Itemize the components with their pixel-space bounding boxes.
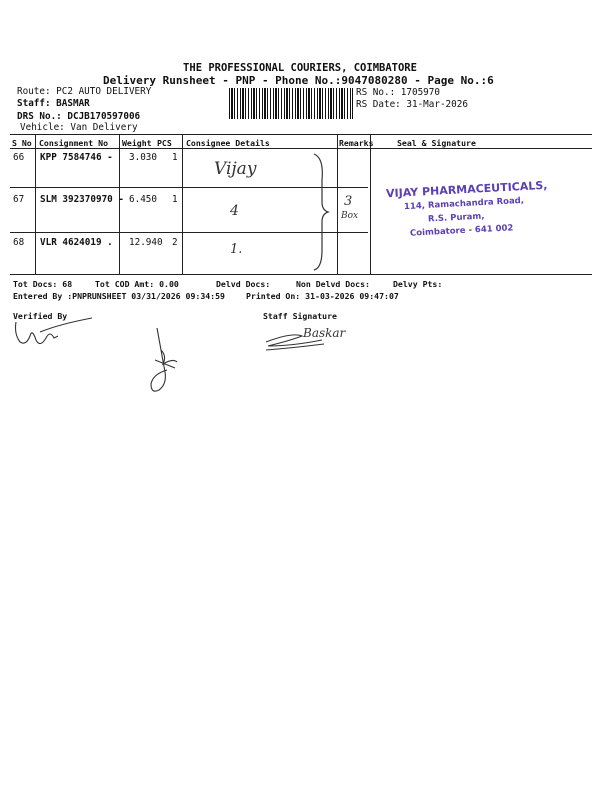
verified-by-label: Verified By	[13, 311, 68, 321]
company-title: THE PROFESSIONAL COURIERS, COIMBATORE	[183, 62, 417, 74]
row-consignment: VLR 4624019 .	[40, 237, 113, 248]
column-divider	[182, 134, 183, 274]
initials-signature	[145, 324, 190, 400]
row-pcs: 2	[172, 237, 178, 248]
total-docs: Tot Docs: 68	[13, 279, 73, 289]
header-consignment: Consignment No	[39, 138, 109, 148]
table-header-border	[10, 148, 592, 149]
row-consignment: KPP 7584746 -	[40, 152, 113, 163]
header-remarks: Remarks	[339, 138, 374, 148]
stamp-line: Coimbatore - 641 002	[409, 223, 514, 239]
header-pcs: PCS	[157, 138, 172, 148]
row-consignee-handwriting: Vijay	[214, 159, 257, 179]
row-pcs: 1	[172, 152, 178, 163]
header-weight: Weight	[122, 138, 152, 148]
staff-signature-label: Staff Signature	[263, 311, 337, 321]
row-weight: 3.030	[129, 152, 157, 163]
row-sno: 68	[13, 237, 25, 248]
route-label: Route: PC2 AUTO DELIVERY	[17, 86, 152, 97]
staff-signature-handwriting: Baskar	[303, 326, 346, 340]
stamp-line: 114, Ramachandra Road,	[403, 195, 525, 213]
remarks-handwriting-unit: Box	[341, 211, 359, 221]
column-divider	[337, 134, 338, 274]
rs-number: RS No.: 1705970	[356, 87, 440, 98]
table-bottom-border	[10, 274, 592, 275]
remarks-handwriting-count: 3	[344, 194, 353, 209]
table-top-border	[10, 134, 592, 135]
delivery-points: Delvy Pts:	[393, 279, 443, 289]
row-pcs: 1	[172, 194, 178, 205]
row-weight: 6.450	[129, 194, 157, 205]
column-divider	[370, 134, 371, 274]
row-sno: 67	[13, 194, 25, 205]
row-weight: 12.940	[129, 237, 163, 248]
column-divider	[35, 134, 36, 274]
header-sno: S No	[12, 138, 32, 148]
row-consignee-handwriting: 4	[230, 203, 239, 219]
delivered-docs: Delvd Docs:	[216, 279, 271, 289]
verified-signature	[10, 316, 100, 350]
stamp-line: VIJAY PHARMACEUTICALS,	[385, 178, 548, 201]
staff-label: Staff: BASMAR	[17, 98, 90, 109]
row-consignee-handwriting: 1.	[230, 242, 243, 257]
non-delivered-docs: Non Delvd Docs:	[296, 279, 370, 289]
printed-on: Printed On: 31-03-2026 09:47:07	[246, 291, 399, 301]
entered-by: Entered By :PNPRUNSHEET 03/31/2026 09:34:59	[13, 291, 225, 301]
header-consignee: Consignee Details	[186, 138, 270, 148]
stamp-line: R.S. Puram,	[427, 211, 485, 225]
row-sno: 66	[13, 152, 25, 163]
vehicle-label: Vehicle: Van Delivery	[20, 122, 138, 133]
handwritten-brace	[310, 150, 332, 272]
runsheet-subtitle: Delivery Runsheet - PNP - Phone No.:9047080280 - Page No.:6	[103, 74, 494, 87]
rs-date: RS Date: 31-Mar-2026	[356, 99, 468, 110]
barcode-image	[229, 88, 353, 119]
drs-number: DRS No.: DCJB170597006	[17, 111, 141, 122]
header-seal: Seal & Signature	[397, 138, 476, 148]
row-consignment: SLM 392370970 -	[40, 194, 124, 205]
total-cod-amount: Tot COD Amt: 0.00	[95, 279, 179, 289]
